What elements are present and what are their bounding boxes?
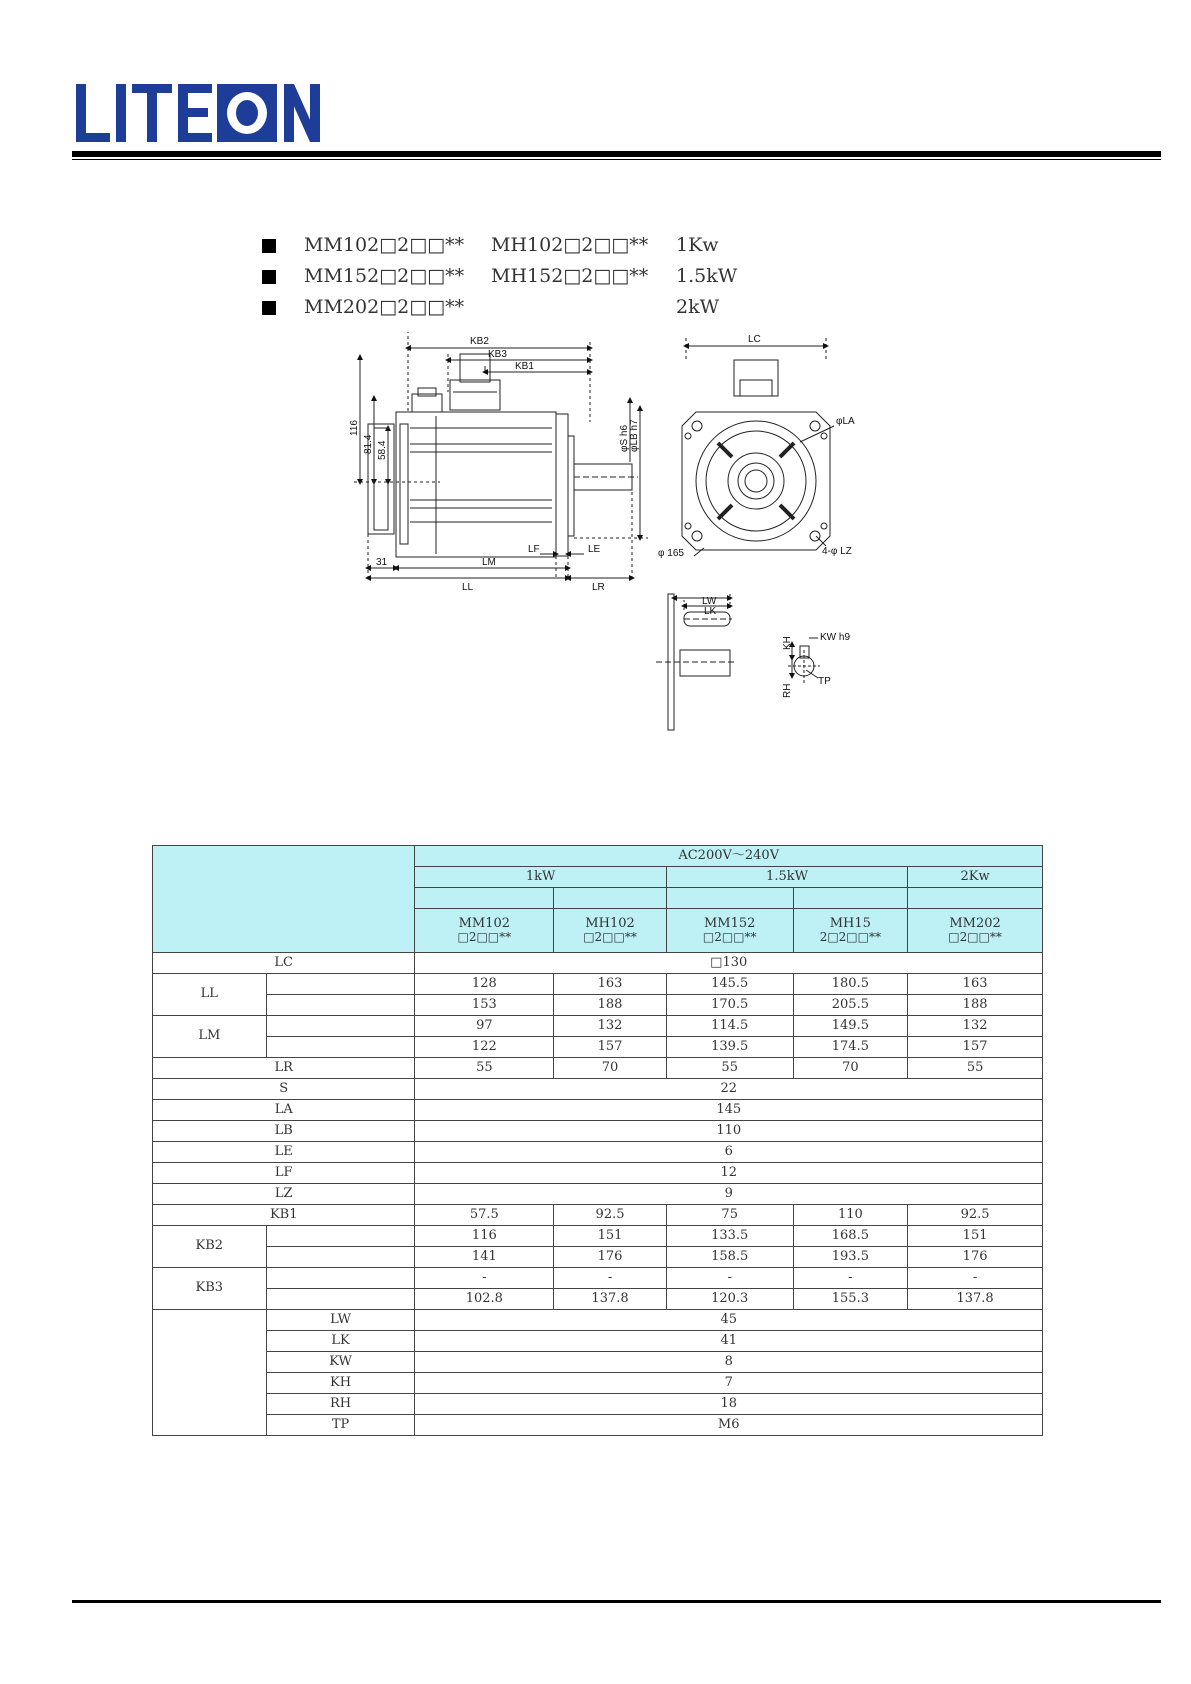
cell-value: 176	[908, 1247, 1043, 1268]
cell-value: 168.5	[793, 1226, 908, 1247]
cell-value: 97	[415, 1016, 554, 1037]
cell-value: 170.5	[666, 995, 793, 1016]
cell-value: 102.8	[415, 1289, 554, 1310]
cell-value: -	[554, 1268, 667, 1289]
front-view	[682, 338, 834, 556]
label-kb1: KB1	[515, 361, 534, 372]
model-suffix: □2□□**	[583, 930, 637, 945]
model-header	[415, 909, 554, 953]
cell-value: 92.5	[908, 1205, 1043, 1226]
cell-value: 153	[415, 995, 554, 1016]
model-code: MH102□2□□**	[491, 234, 649, 256]
row-label-lc: LC	[153, 953, 415, 974]
model-row	[262, 265, 782, 296]
row-label-kb2: KB2	[153, 1226, 267, 1268]
cell-value: 141	[415, 1247, 554, 1268]
power-rating: 2kW	[676, 296, 720, 318]
cell-value: 188	[908, 995, 1043, 1016]
sub-label	[266, 1289, 415, 1310]
cell-value: 70	[793, 1058, 908, 1079]
model-suffix: □2□□**	[457, 930, 512, 945]
cell-value: 157	[554, 1037, 667, 1058]
bullet-icon	[262, 239, 276, 253]
cell-value: 75	[666, 1205, 793, 1226]
row-label-lk: LK	[266, 1331, 415, 1352]
cell-value: 6	[415, 1142, 1043, 1163]
cell-value: 174.5	[793, 1037, 908, 1058]
label-lw: LW	[702, 596, 717, 607]
model-code: MH152□2□□**	[491, 265, 649, 287]
cell-value: 145	[415, 1100, 1043, 1121]
model-list	[262, 234, 782, 327]
header-spacer	[666, 888, 793, 909]
cell-value: 22	[415, 1079, 1043, 1100]
cell-value: 45	[415, 1310, 1043, 1331]
cell-value: 7	[415, 1373, 1043, 1394]
row-label-kb1: KB1	[153, 1205, 415, 1226]
label-lm: LM	[482, 557, 496, 568]
row-label-lz: LZ	[153, 1184, 415, 1205]
row-label-la: LA	[153, 1100, 415, 1121]
label-phi-165: φ 165	[658, 548, 684, 559]
motor-dimension-drawing	[340, 332, 940, 802]
header-spacer	[415, 888, 554, 909]
cell-value: 149.5	[793, 1016, 908, 1037]
cell-value: 155.3	[793, 1289, 908, 1310]
liteon-logo	[76, 84, 332, 142]
dimension-table	[152, 845, 1043, 1436]
cell-value: 163	[554, 974, 667, 995]
label-58-4: 58.4	[377, 440, 388, 460]
sub-label	[266, 1247, 415, 1268]
cell-value: 110	[793, 1205, 908, 1226]
key-detail-labels	[702, 596, 850, 698]
bullet-icon	[262, 270, 276, 284]
header-spacer	[793, 888, 908, 909]
model-code: MM152□2□□**	[304, 265, 465, 287]
model-name: MH15	[829, 915, 871, 931]
cell-value: 122	[415, 1037, 554, 1058]
label-lr: LR	[592, 582, 605, 593]
sub-label	[266, 1226, 415, 1247]
footer-rule	[72, 1600, 1161, 1603]
model-header	[666, 909, 793, 953]
cell-value: 151	[908, 1226, 1043, 1247]
model-suffix: □2□□**	[702, 930, 757, 945]
cell-value: M6	[415, 1415, 1043, 1436]
cell-value: 18	[415, 1394, 1043, 1415]
label-116: 116	[349, 420, 360, 436]
cell-value: 137.8	[908, 1289, 1043, 1310]
row-label-kb3: KB3	[153, 1268, 267, 1310]
label-tp: TP	[818, 676, 831, 687]
label-kb3: KB3	[488, 349, 507, 360]
row-label-lm: LM	[153, 1016, 267, 1058]
cell-value: 9	[415, 1184, 1043, 1205]
cell-value: 92.5	[554, 1205, 667, 1226]
power-rating: 1.5kW	[676, 265, 738, 287]
power-group: 2Kw	[908, 867, 1043, 888]
voltage-header: AC200V～240V	[415, 846, 1043, 867]
cell-value: -	[666, 1268, 793, 1289]
model-header	[908, 909, 1043, 953]
bullet-icon	[262, 301, 276, 315]
key-detail	[656, 594, 820, 730]
label-kh: KH	[782, 636, 793, 650]
cell-value: 55	[415, 1058, 554, 1079]
cell-value: 8	[415, 1352, 1043, 1373]
cell-value: 139.5	[666, 1037, 793, 1058]
row-label-lf: LF	[153, 1163, 415, 1184]
sub-label	[266, 1037, 415, 1058]
row-label-lw: LW	[266, 1310, 415, 1331]
cell-value: 70	[554, 1058, 667, 1079]
label-31: 31	[376, 557, 388, 568]
cell-value: 41	[415, 1331, 1043, 1352]
label-phi-lb: φLB h7	[629, 419, 640, 452]
cell-value: 120.3	[666, 1289, 793, 1310]
cell-value: 188	[554, 995, 667, 1016]
cell-value: 128	[415, 974, 554, 995]
model-name: MH102	[585, 915, 635, 931]
row-label-tp: TP	[266, 1415, 415, 1436]
cell-value: 132	[554, 1016, 667, 1037]
label-ll: LL	[462, 582, 474, 593]
cell-value: 157	[908, 1037, 1043, 1058]
row-label-kw: KW	[266, 1352, 415, 1373]
cell-value: 114.5	[666, 1016, 793, 1037]
cell-value: 12	[415, 1163, 1043, 1184]
label-lk: LK	[704, 606, 717, 617]
cell-value: -	[908, 1268, 1043, 1289]
cell-value: -	[415, 1268, 554, 1289]
front-view-labels	[658, 334, 855, 559]
power-group: 1.5kW	[666, 867, 907, 888]
side-view	[354, 332, 648, 580]
cell-value: 176	[554, 1247, 667, 1268]
cell-value: -	[793, 1268, 908, 1289]
model-suffix: 2□2□□**	[819, 930, 881, 945]
cell-value: 145.5	[666, 974, 793, 995]
model-name: MM152	[703, 915, 756, 931]
label-le: LE	[588, 544, 601, 555]
cell-value: 133.5	[666, 1226, 793, 1247]
model-code: MM102□2□□**	[304, 234, 465, 256]
cell-value: 110	[415, 1121, 1043, 1142]
row-label-s: S	[153, 1079, 415, 1100]
power-rating: 1Kw	[676, 234, 719, 256]
model-name: MM102	[458, 915, 511, 931]
header-spacer	[908, 888, 1043, 909]
label-kb2: KB2	[470, 336, 489, 347]
row-label-lb: LB	[153, 1121, 415, 1142]
label-lz: 4-φ LZ	[822, 546, 852, 557]
model-suffix: □2□□**	[948, 930, 1002, 945]
cell-value: 137.8	[554, 1289, 667, 1310]
cell-value: 132	[908, 1016, 1043, 1037]
model-header	[554, 909, 667, 953]
label-rh: RH	[782, 683, 793, 698]
model-row	[262, 296, 782, 327]
cell-value: 205.5	[793, 995, 908, 1016]
row-label-le: LE	[153, 1142, 415, 1163]
cell-value: 193.5	[793, 1247, 908, 1268]
row-label-kh: KH	[266, 1373, 415, 1394]
cell-value: 180.5	[793, 974, 908, 995]
model-code: MM202□2□□**	[304, 296, 465, 318]
cell-value: 158.5	[666, 1247, 793, 1268]
cell-value: □130	[415, 953, 1043, 974]
sub-label	[266, 1016, 415, 1037]
label-lc: LC	[748, 334, 761, 345]
cell-value: 163	[908, 974, 1043, 995]
row-label-rh: RH	[266, 1394, 415, 1415]
label-phi-s: φS h6	[619, 424, 630, 452]
header-rule-thick	[72, 151, 1161, 157]
header-rule-thin	[72, 159, 1161, 160]
cell-value: 55	[908, 1058, 1043, 1079]
sub-label	[266, 1268, 415, 1289]
sub-label	[266, 995, 415, 1016]
model-name: MM202	[949, 915, 1001, 931]
label-kw: KW h9	[820, 632, 851, 643]
power-group: 1kW	[415, 867, 666, 888]
model-header	[793, 909, 908, 953]
cell-value: 55	[666, 1058, 793, 1079]
header-blank	[153, 846, 415, 953]
row-label-ll: LL	[153, 974, 267, 1016]
cell-value: 57.5	[415, 1205, 554, 1226]
row-label-lr: LR	[153, 1058, 415, 1079]
cell-value: 151	[554, 1226, 667, 1247]
label-phi-la: φLA	[836, 416, 855, 427]
cell-value: 116	[415, 1226, 554, 1247]
sub-label	[266, 974, 415, 995]
label-lf: LF	[528, 544, 540, 555]
model-row	[262, 234, 782, 265]
key-group-label	[153, 1310, 267, 1436]
header-spacer	[554, 888, 667, 909]
label-81-4: 81.4	[363, 434, 374, 454]
